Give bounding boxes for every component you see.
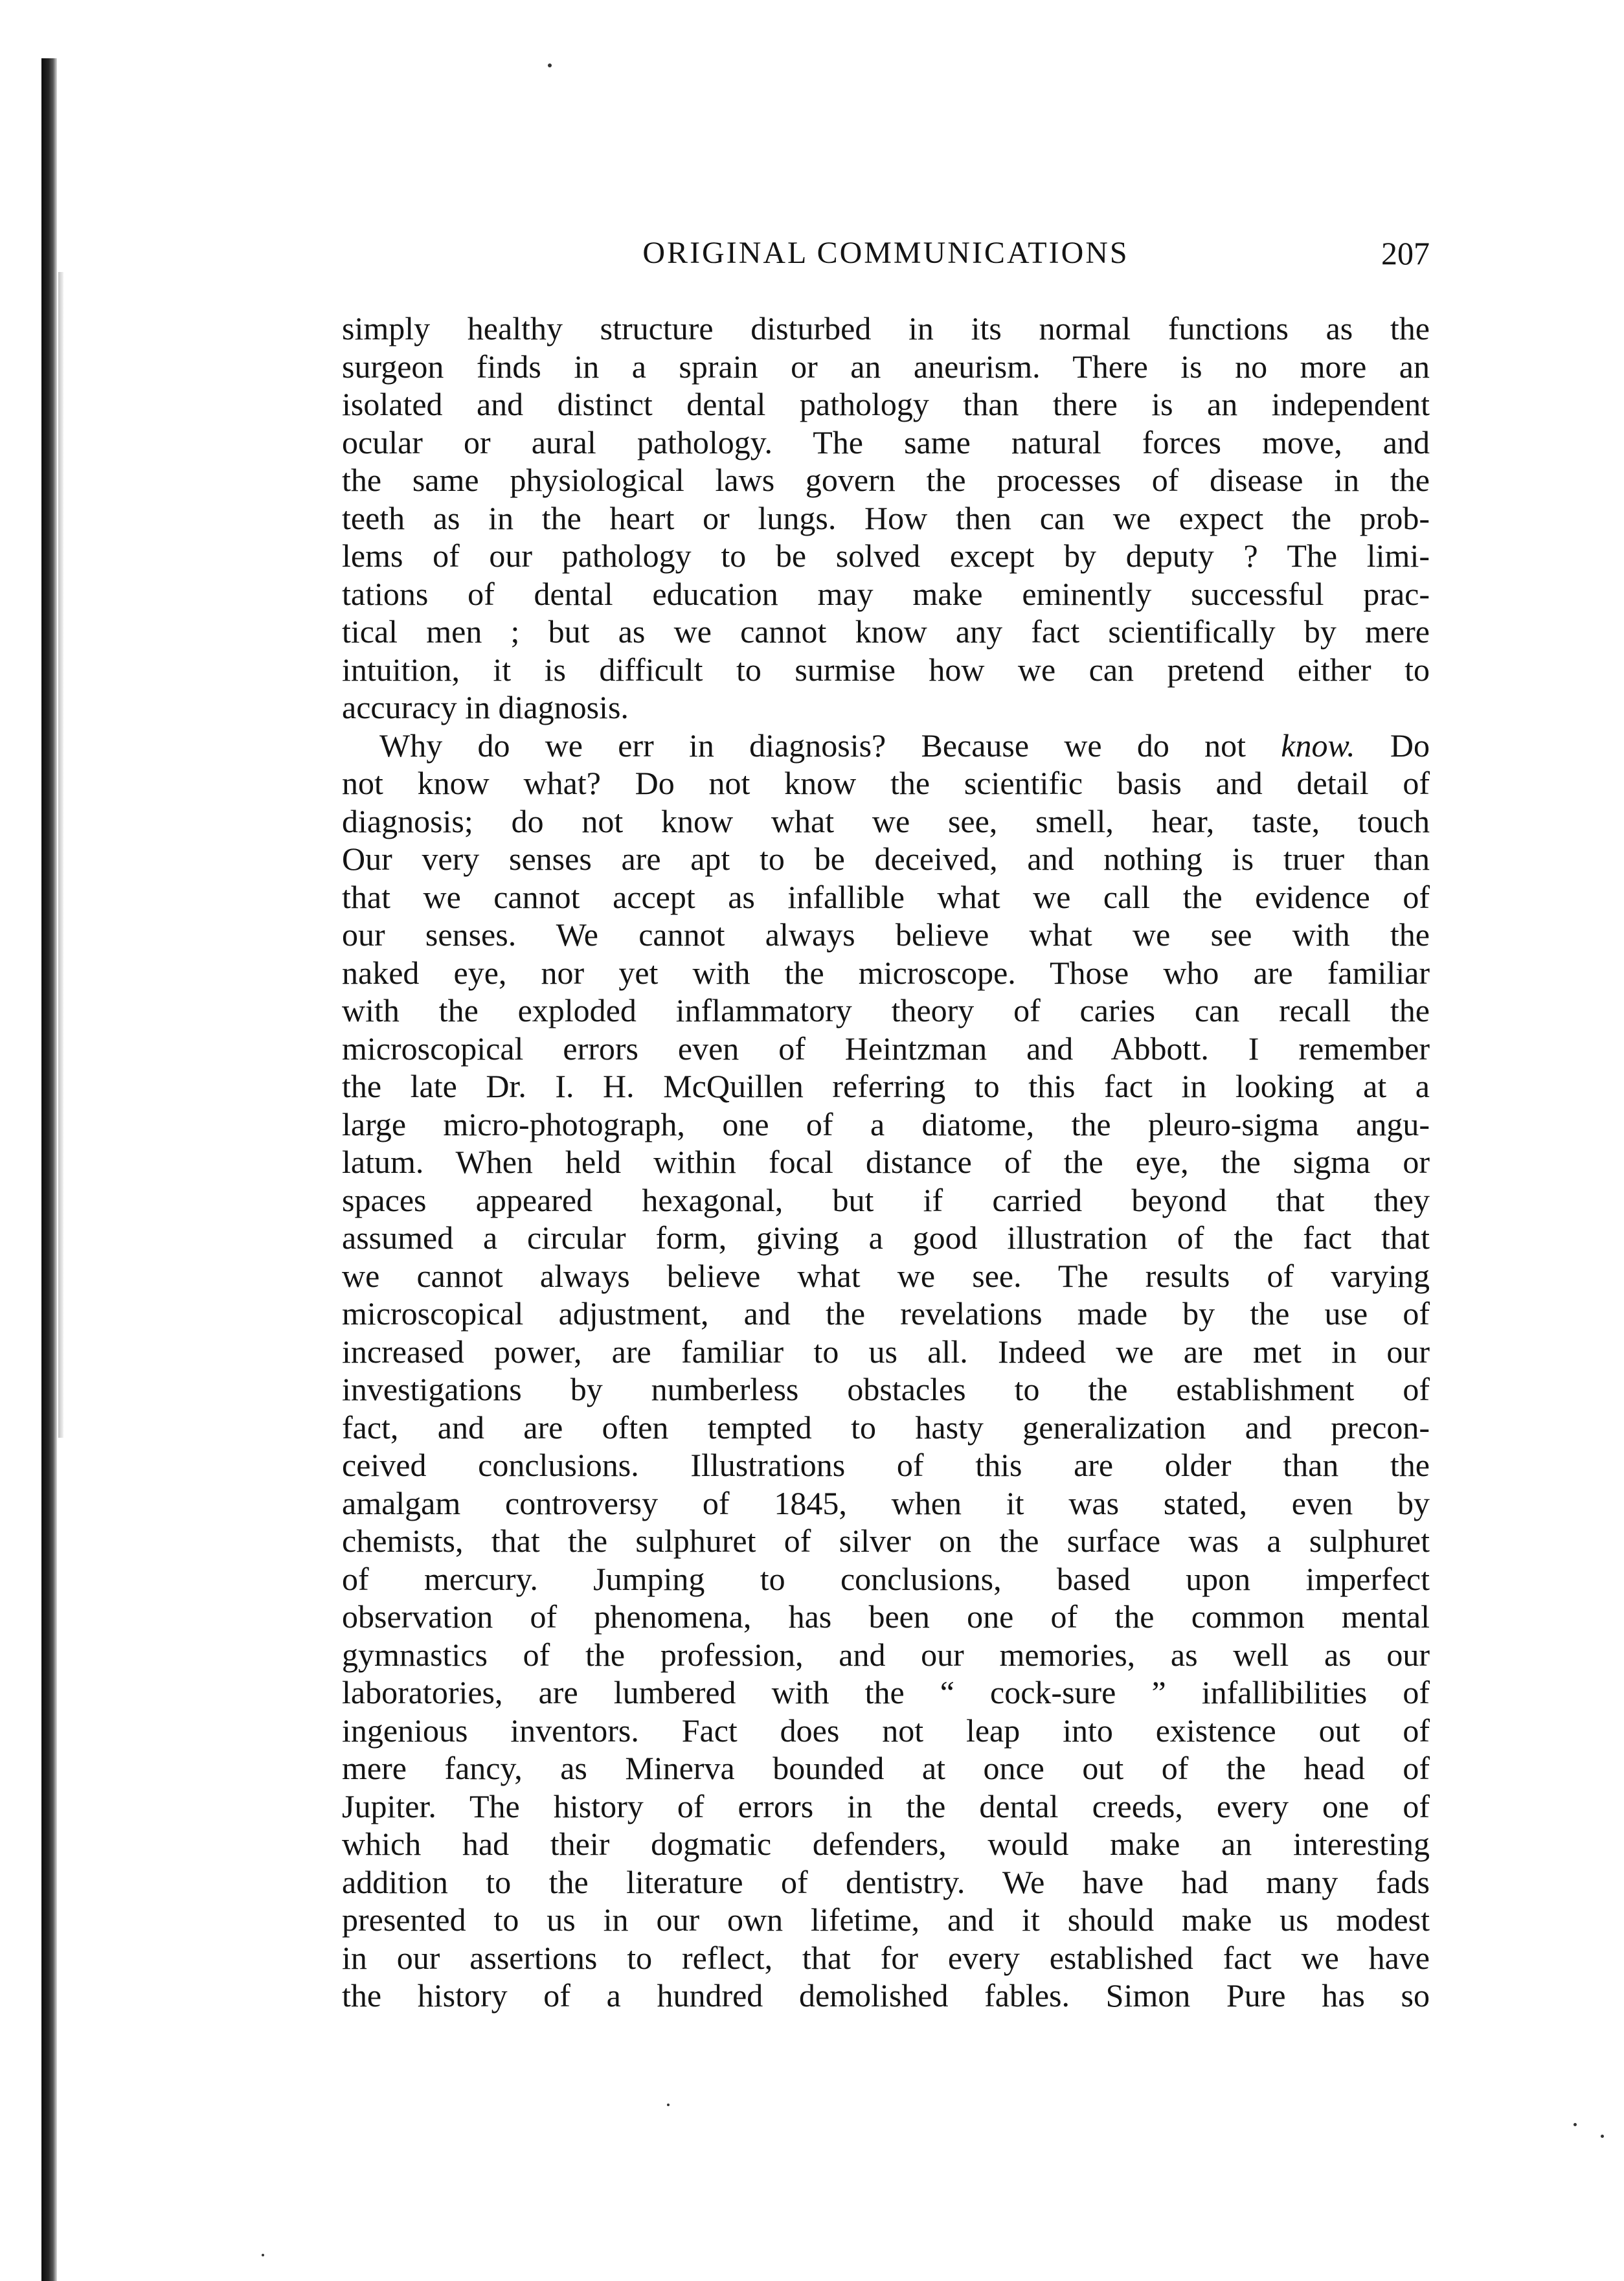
- print-speck: [667, 2104, 670, 2106]
- text-line: addition to the literature of dentistry. We have had many fads: [342, 1863, 1430, 1900]
- print-speck: [262, 2254, 264, 2256]
- text-line: naked eye, nor yet with the microscope. Those who are familiar: [342, 954, 1430, 991]
- text-line: lems of our pathology to be solved except by deputy ? The limi-: [342, 538, 1430, 574]
- text-line: the same physiological laws govern the processes of disease in the: [342, 462, 1430, 498]
- print-speck: [1601, 2135, 1604, 2138]
- text-line: intuition, it is difficult to surmise how we can pretend either to: [342, 651, 1430, 688]
- text-line: chemists, that the sulphuret of silver on the surface was a sulphuret: [342, 1523, 1430, 1559]
- text-line: with the exploded inflammatory theory of caries can recall the: [342, 992, 1430, 1028]
- body-text: [342, 310, 1430, 2015]
- text-line: fact, and are often tempted to hasty generalization and precon-: [342, 1409, 1430, 1446]
- text-line: [342, 727, 1430, 765]
- text-line: assumed a circular form, giving a good illustration of the fact that: [342, 1220, 1430, 1256]
- text-line: laboratories, are lumbered with the “ cock-sure ” infallibilities of: [342, 1674, 1430, 1710]
- text-line: microscopical adjustment, and the revelations made by the use of: [342, 1295, 1430, 1332]
- text-line: which had their dogmatic defenders, would make an interesting: [342, 1826, 1430, 1862]
- text-line: latum. When held within focal distance of the eye, the sigma or: [342, 1144, 1430, 1180]
- text-line: tical men ; but as we cannot know any fact scientifically by mere: [342, 613, 1430, 650]
- text-line: presented to us in our own lifetime, and it should make us modest: [342, 1901, 1430, 1938]
- text-line: in our assertions to reflect, that for every established fact we have: [342, 1939, 1430, 1976]
- text-line: our senses. We cannot always believe what we see with the: [342, 916, 1430, 953]
- page-number: 207: [1381, 235, 1430, 271]
- text-line: gymnastics of the profession, and our memories, as well as our: [342, 1636, 1430, 1673]
- text-line: not know what? Do not know the scientific basis and detail of: [342, 765, 1430, 801]
- text-line: large micro-photograph, one of a diatome, the pleuro-sigma angu-: [342, 1106, 1430, 1142]
- text-line: surgeon finds in a sprain or an aneurism. There is no more an: [342, 348, 1430, 385]
- text-line: accuracy in diagnosis.: [342, 689, 629, 725]
- text-line: Our very senses are apt to be deceived, and nothing is truer than: [342, 841, 1430, 877]
- text-line: amalgam controversy of 1845, when it was stated, even by: [342, 1484, 1430, 1521]
- paragraph: [342, 727, 1430, 2015]
- text-line: the late Dr. I. H. McQuillen referring to this fact in looking at a: [342, 1068, 1430, 1104]
- text-line: ceived conclusions. Illustrations of this are older than the: [342, 1447, 1430, 1483]
- page-binding-shadow: [58, 272, 63, 1438]
- text-line: microscopical errors even of Heintzman and Abbott. I remember: [342, 1030, 1430, 1067]
- text-line: ocular or aural pathology. The same natural forces move, and: [342, 424, 1430, 460]
- running-head: [342, 231, 1430, 276]
- text-line: diagnosis; do not know what we see, smell, hear, taste, touch: [342, 802, 1430, 839]
- text-run: Do: [1355, 727, 1430, 764]
- print-speck: [548, 63, 552, 67]
- text-line: ingenious inventors. Fact does not leap into existence out of: [342, 1712, 1430, 1749]
- text-line: increased power, are familiar to us all. Indeed we are met in our: [342, 1333, 1430, 1370]
- text-line: isolated and distinct dental pathology than there is an independent: [342, 386, 1430, 422]
- text-line: we cannot always believe what we see. The results of varying: [342, 1257, 1430, 1294]
- text-line: mere fancy, as Minerva bounded at once out of the head of: [342, 1750, 1430, 1786]
- print-speck: [1573, 2123, 1577, 2126]
- emphasis-text: know.: [1281, 727, 1355, 764]
- text-line: teeth as in the heart or lungs. How then can we expect the prob-: [342, 499, 1430, 536]
- text-line: that we cannot accept as infallible what we call the evidence of: [342, 878, 1430, 915]
- text-line: tations of dental education may make eminently successful prac-: [342, 575, 1430, 612]
- text-line: spaces appeared hexagonal, but if carried beyond that they: [342, 1181, 1430, 1218]
- text-line: the history of a hundred demolished fables. Simon Pure has so: [342, 1977, 1430, 2014]
- text-line: investigations by numberless obstacles to the establishment of: [342, 1371, 1430, 1407]
- text-line: of mercury. Jumping to conclusions, based upon imperfect: [342, 1560, 1430, 1597]
- text-line: simply healthy structure disturbed in its normal functions as the: [342, 310, 1430, 346]
- running-title: ORIGINAL COMMUNICATIONS: [642, 236, 1129, 270]
- page-binding-edge: [41, 58, 57, 2281]
- text-line: observation of phenomena, has been one of the common mental: [342, 1598, 1430, 1635]
- paragraph: [342, 310, 1430, 727]
- text-line: Jupiter. The history of errors in the dental creeds, every one of: [342, 1787, 1430, 1824]
- text-run: Why do we err in diagnosis? Because we do not: [379, 727, 1281, 764]
